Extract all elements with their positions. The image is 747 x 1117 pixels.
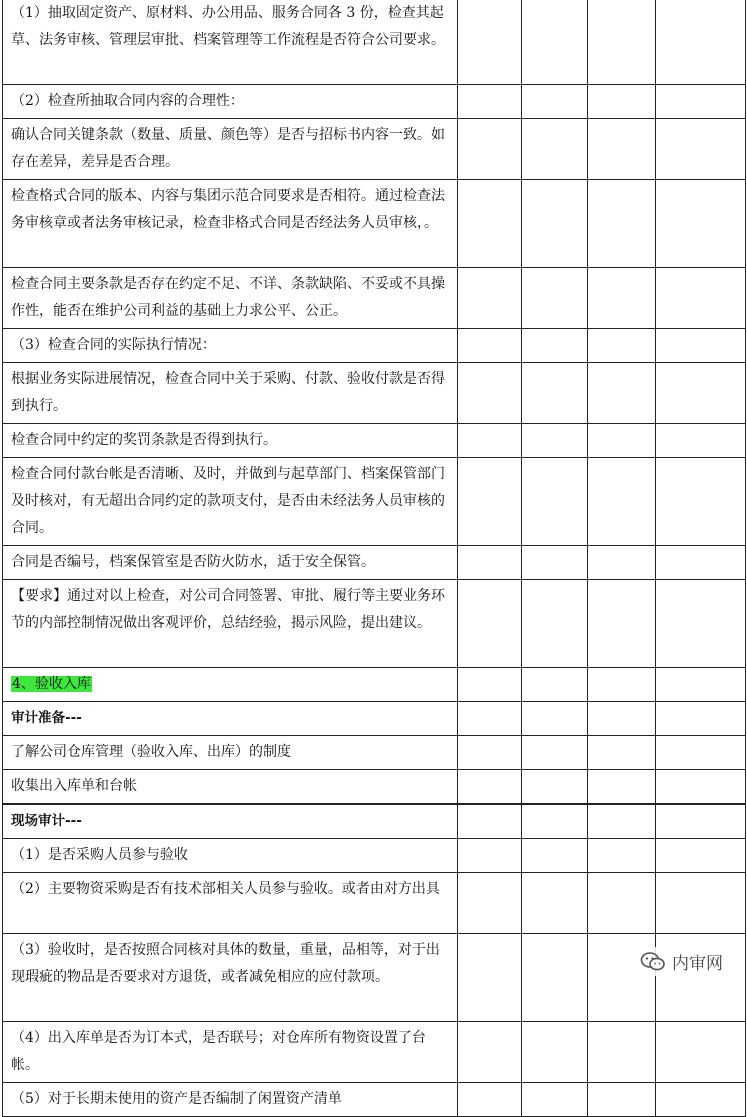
empty-cell <box>458 770 522 805</box>
empty-cell <box>458 546 522 580</box>
empty-cell <box>458 119 522 180</box>
empty-cell <box>588 546 656 580</box>
checklist-item-text: 检查合同中约定的奖罚条款是否得到执行。 <box>11 432 277 448</box>
watermark-text: 内审网 <box>672 954 723 974</box>
empty-cell <box>656 770 746 805</box>
table-row <box>3 804 746 839</box>
empty-cell <box>458 1022 522 1083</box>
empty-cell <box>458 268 522 329</box>
checklist-item-cell <box>3 363 458 424</box>
empty-cell <box>656 363 746 424</box>
empty-cell <box>522 934 588 1022</box>
table-row <box>3 180 746 268</box>
checklist-item-cell <box>3 119 458 180</box>
subsection-label: 审计准备--- <box>11 710 82 726</box>
table-row <box>3 839 746 873</box>
empty-cell <box>458 839 522 873</box>
table-row <box>3 580 746 668</box>
empty-cell <box>588 119 656 180</box>
empty-cell <box>656 0 746 85</box>
empty-cell <box>522 736 588 770</box>
empty-cell <box>458 180 522 268</box>
empty-cell <box>656 180 746 268</box>
empty-cell <box>656 873 746 934</box>
empty-cell <box>588 458 656 546</box>
checklist-item-cell <box>3 934 458 1022</box>
checklist-item-text: （2）主要物资采购是否有技术部相关人员参与验收。或者由对方出具 <box>11 881 440 897</box>
empty-cell <box>458 424 522 458</box>
empty-cell <box>522 839 588 873</box>
checklist-item-cell <box>3 702 458 736</box>
table-row <box>3 873 746 934</box>
table-row <box>3 546 746 580</box>
checklist-item-cell <box>3 546 458 580</box>
empty-cell <box>588 363 656 424</box>
empty-cell <box>588 839 656 873</box>
checklist-item-text: 了解公司仓库管理（验收入库、出库）的制度 <box>11 744 291 760</box>
watermark <box>636 947 727 976</box>
table-row <box>3 363 746 424</box>
empty-cell <box>458 702 522 736</box>
checklist-item-cell <box>3 458 458 546</box>
checklist-item-cell <box>3 329 458 363</box>
empty-cell <box>458 580 522 668</box>
checklist-item-text: 根据业务实际进展情况，检查合同中关于采购、付款、验收付款是否得到执行。 <box>11 371 445 414</box>
empty-cell <box>656 458 746 546</box>
empty-cell <box>588 1022 656 1083</box>
empty-cell <box>522 1022 588 1083</box>
empty-cell <box>458 363 522 424</box>
checklist-item-text: 检查格式合同的版本、内容与集团示范合同要求是否相符。通过检查法务审核章或者法务审核记录，检查非格式合同是否经法务人员审核，。 <box>11 188 445 231</box>
table-body <box>3 0 746 1117</box>
empty-cell <box>458 668 522 702</box>
empty-cell <box>458 0 522 85</box>
checklist-item-cell <box>3 1083 458 1117</box>
checklist-item-cell <box>3 839 458 873</box>
table-row <box>3 458 746 546</box>
empty-cell <box>522 580 588 668</box>
empty-cell <box>458 1083 522 1117</box>
checklist-item-text: 收集出入库单和台帐 <box>11 778 137 794</box>
empty-cell <box>522 329 588 363</box>
checklist-item-text: 确认合同关键条款（数量、质量、颜色等）是否与招标书内容一致。如存在差异，差异是否合理。 <box>11 127 445 170</box>
checklist-item-cell <box>3 668 458 702</box>
empty-cell <box>522 546 588 580</box>
empty-cell <box>522 180 588 268</box>
empty-cell <box>458 804 522 839</box>
table-row <box>3 329 746 363</box>
empty-cell <box>522 1083 588 1117</box>
table-row <box>3 1022 746 1083</box>
checklist-item-cell <box>3 770 458 805</box>
empty-cell <box>656 546 746 580</box>
empty-cell <box>656 85 746 119</box>
empty-cell <box>458 934 522 1022</box>
checklist-item-text: 【要求】通过对以上检查，对公司合同签署、审批、履行等主要业务环节的内部控制情况做出客观评价，总结经验，揭示风险，提出建议。 <box>11 588 445 631</box>
empty-cell <box>588 668 656 702</box>
checklist-item-text: （5）对于长期未使用的资产是否编制了闲置资产清单 <box>11 1091 342 1107</box>
table-row <box>3 736 746 770</box>
empty-cell <box>656 839 746 873</box>
checklist-item-cell <box>3 1022 458 1083</box>
checklist-item-cell <box>3 873 458 934</box>
checklist-item-text: （3）检查合同的实际执行情况： <box>11 337 216 353</box>
empty-cell <box>656 580 746 668</box>
empty-cell <box>588 268 656 329</box>
empty-cell <box>588 0 656 85</box>
empty-cell <box>522 702 588 736</box>
empty-cell <box>588 180 656 268</box>
checklist-item-cell <box>3 804 458 839</box>
checklist-item-text: 检查合同主要条款是否存在约定不足、不详、条款缺陷、不妥或不具操作性，能否在维护公司利益的基础上力求公平、公正。 <box>11 276 445 319</box>
checklist-item-cell <box>3 85 458 119</box>
empty-cell <box>656 329 746 363</box>
table-row <box>3 702 746 736</box>
empty-cell <box>458 458 522 546</box>
empty-cell <box>522 804 588 839</box>
section-heading: 4、验收入库 <box>12 676 91 692</box>
empty-cell <box>522 0 588 85</box>
empty-cell <box>588 424 656 458</box>
empty-cell <box>522 458 588 546</box>
empty-cell <box>522 770 588 805</box>
checklist-item-cell <box>3 268 458 329</box>
checklist-item-text: 合同是否编号，档案保管室是否防火防水，适于安全保管。 <box>11 554 375 570</box>
empty-cell <box>588 702 656 736</box>
checklist-item-text: （4）出入库单是否为订本式，是否联号；对仓库所有物资设置了台帐。 <box>11 1030 426 1073</box>
empty-cell <box>522 424 588 458</box>
checklist-item-cell <box>3 0 458 85</box>
checklist-item-text: 检查合同付款台帐是否清晰、及时，并做到与起草部门、档案保管部门及时核对，有无超出合同约定的款项支付，是否由未经法务人员审核的合同。 <box>11 466 445 536</box>
empty-cell <box>656 804 746 839</box>
table-row <box>3 119 746 180</box>
subsection-label: 现场审计--- <box>11 813 82 829</box>
empty-cell <box>656 668 746 702</box>
checklist-item-cell <box>3 180 458 268</box>
empty-cell <box>458 85 522 119</box>
empty-cell <box>458 736 522 770</box>
table-row <box>3 268 746 329</box>
wechat-icon <box>640 951 666 973</box>
table-row <box>3 668 746 702</box>
checklist-item-text: （2）检查所抽取合同内容的合理性： <box>11 93 244 109</box>
empty-cell <box>588 770 656 805</box>
table-row <box>3 0 746 85</box>
empty-cell <box>588 580 656 668</box>
empty-cell <box>588 736 656 770</box>
table-row <box>3 85 746 119</box>
empty-cell <box>588 804 656 839</box>
table-row <box>3 1083 746 1117</box>
empty-cell <box>458 873 522 934</box>
checklist-item-text: （1）是否采购人员参与验收 <box>11 847 188 863</box>
empty-cell <box>588 329 656 363</box>
checklist-item-text: （1）抽取固定资产、原材料、办公用品、服务合同各 3 份，检查其起草、法务审核、管理层审批、档案管理等工作流程是否符合公司要求。 <box>11 5 445 48</box>
empty-cell <box>656 702 746 736</box>
empty-cell <box>588 1083 656 1117</box>
empty-cell <box>522 668 588 702</box>
empty-cell <box>588 873 656 934</box>
checklist-item-cell <box>3 424 458 458</box>
empty-cell <box>522 85 588 119</box>
empty-cell <box>522 873 588 934</box>
checklist-item-cell <box>3 736 458 770</box>
checklist-item-cell <box>3 580 458 668</box>
table-row <box>3 424 746 458</box>
empty-cell <box>522 363 588 424</box>
empty-cell <box>656 424 746 458</box>
checklist-item-text: （3）验收时，是否按照合同核对具体的数量，重量，品相等，对于出现瑕疵的物品是否要求对方退货，或者减免相应的应付款项。 <box>11 942 440 985</box>
table-row <box>3 770 746 805</box>
empty-cell <box>522 268 588 329</box>
empty-cell <box>656 119 746 180</box>
empty-cell <box>522 119 588 180</box>
table-row <box>3 934 746 1022</box>
empty-cell <box>458 329 522 363</box>
empty-cell <box>656 1022 746 1083</box>
empty-cell <box>656 1083 746 1117</box>
empty-cell <box>588 85 656 119</box>
audit-checklist-table <box>2 0 746 1117</box>
empty-cell <box>656 736 746 770</box>
empty-cell <box>656 268 746 329</box>
